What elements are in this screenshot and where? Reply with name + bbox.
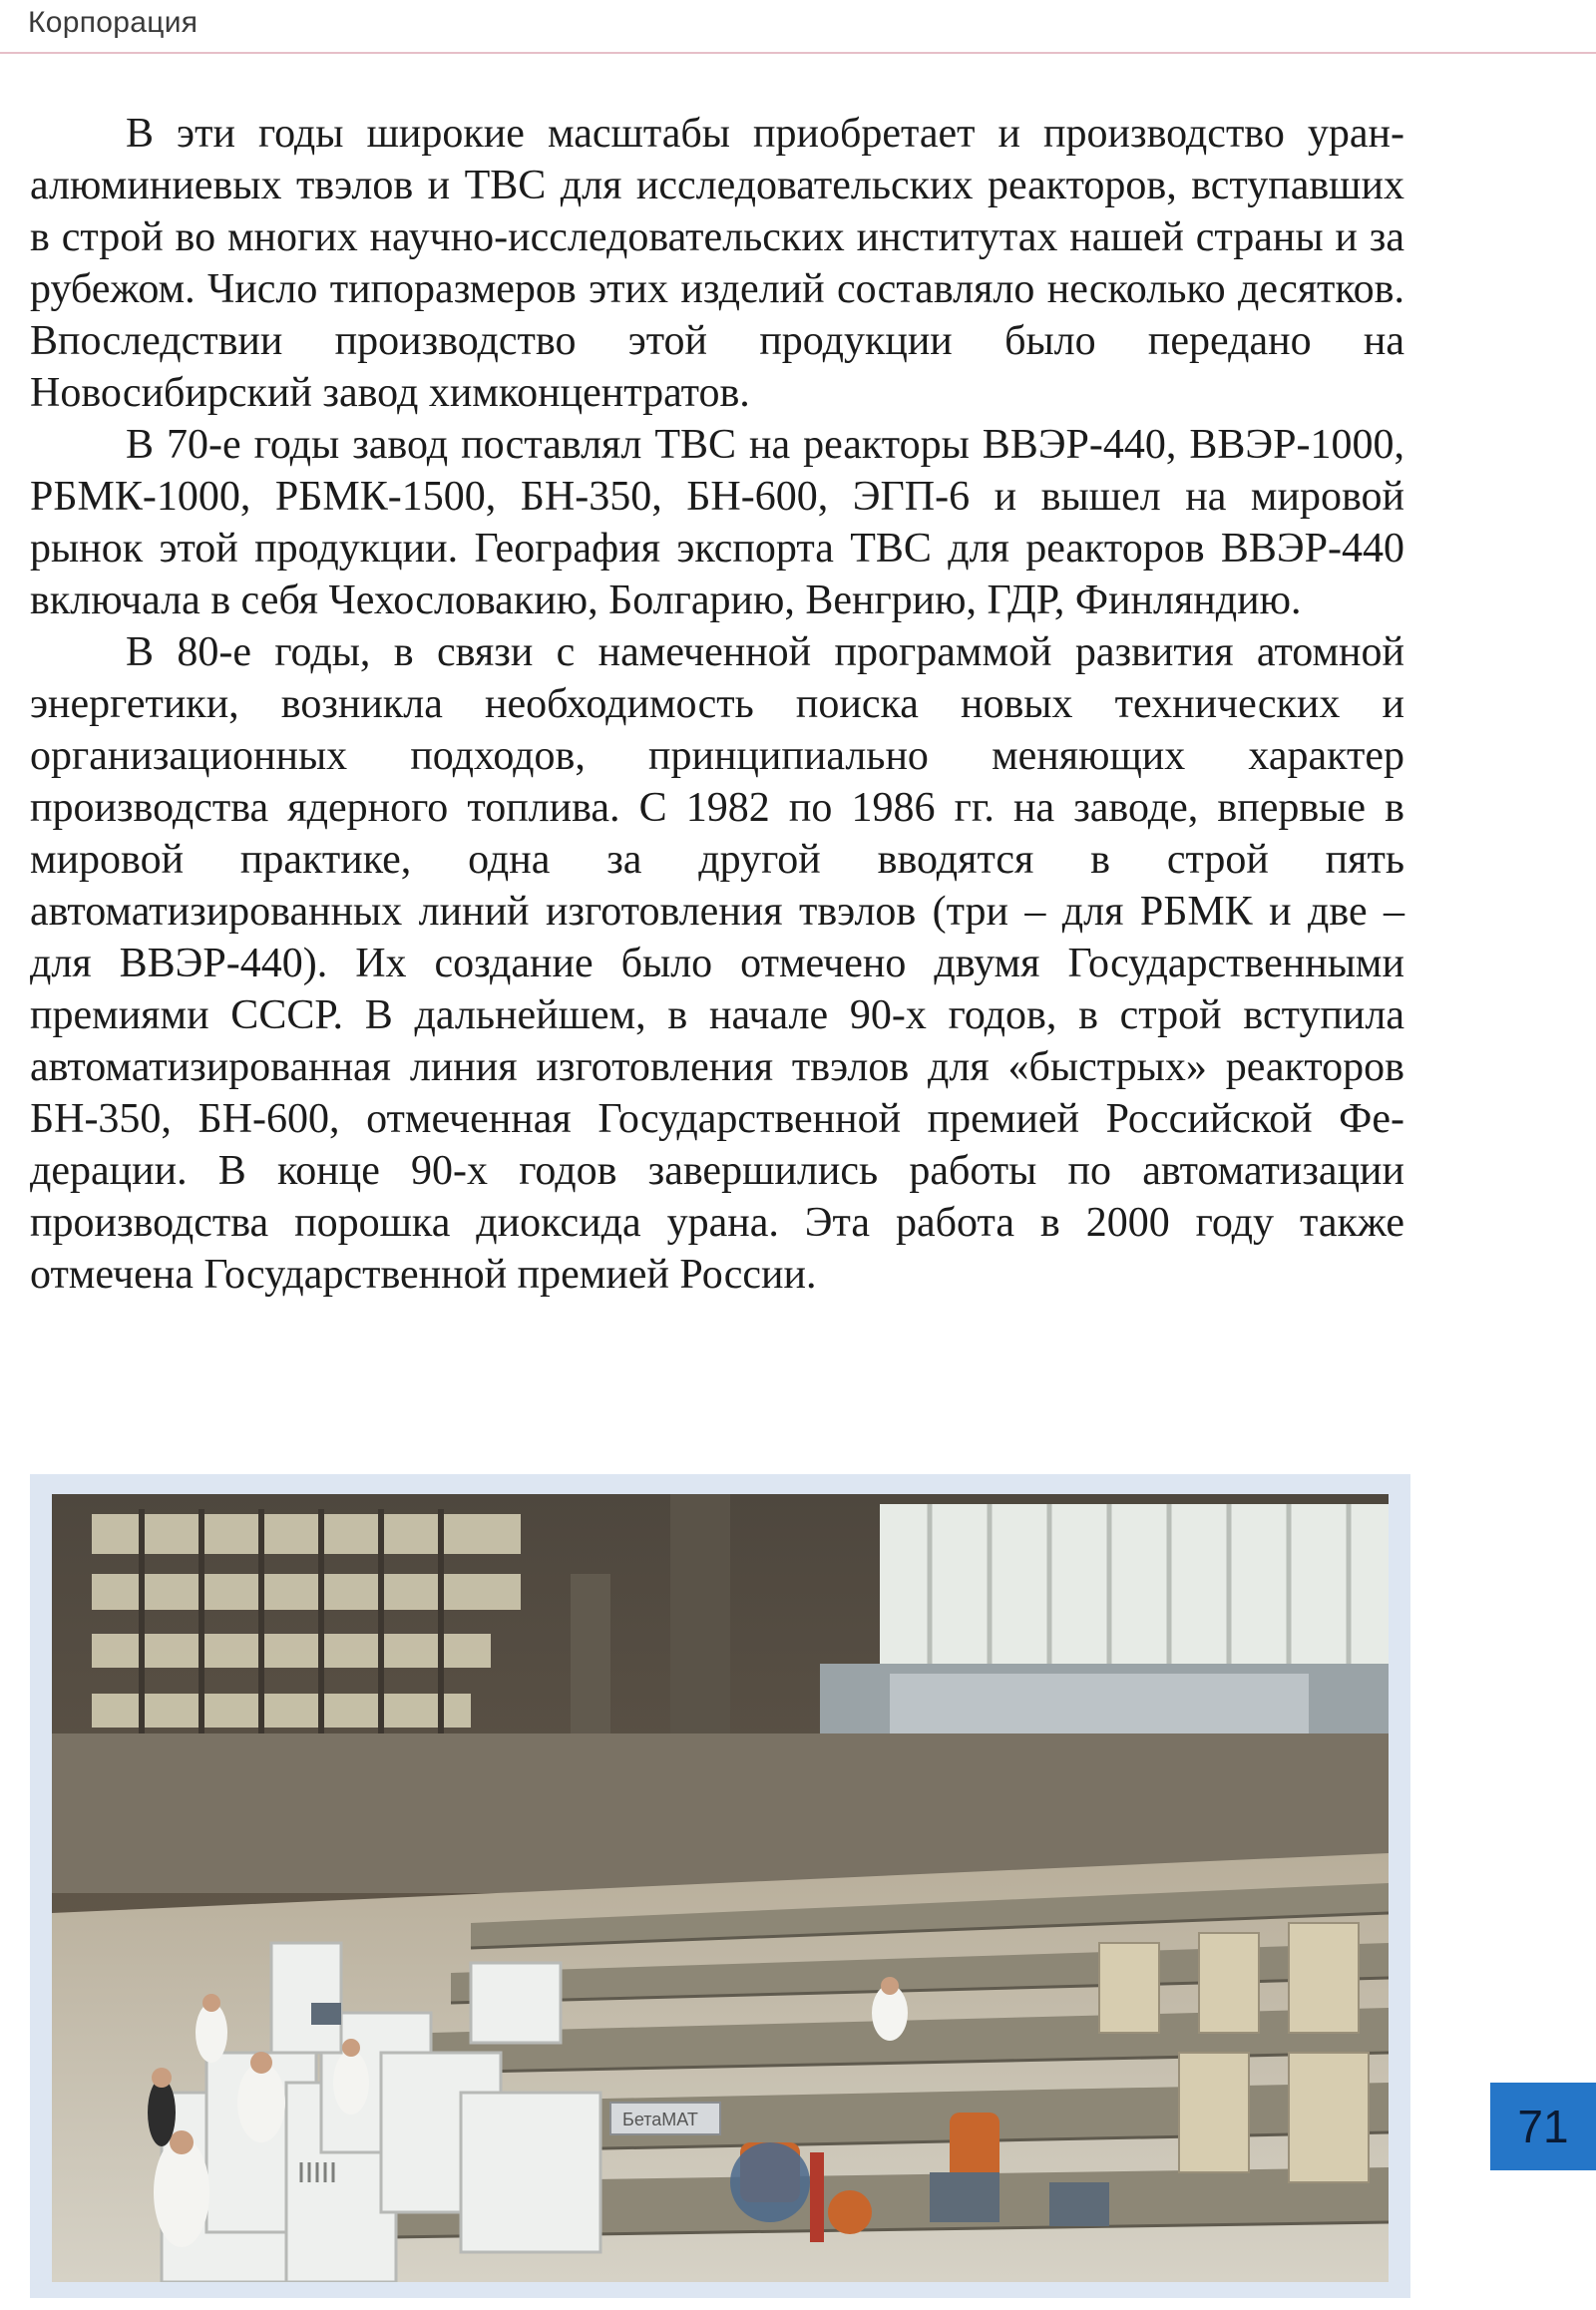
paragraph: В 70-е годы завод поставлял ТВС на реакторы ВВЭР-440, ВВЭР-1000, РБМК-1000, РБМК-1500, БН-350, БН-600, ЭГП-6 и вышел на мировой рынок этой продукции. География экспорта ТВС для реакторов ВВЭР-440 включала в себя Чехословакию, Болгарию, Венгрию, ГДР, Финляндию. [30,422,1404,623]
page-number-badge: 71 [1490,2083,1596,2170]
header-divider [0,52,1596,54]
machine-label: БетаМАТ [622,2110,698,2129]
paragraph: В эти годы широкие масштабы приобретает и производство уран-алюминиевых твэлов и ТВС для исследовательских реакторов, вступавших в строй во многих научно-исследовательских институтах нашей страны и за рубежом. Число типоразмеров этих изделий составляло несколько десятков. Впоследствии производство этой продукции было передано на Новосибирский завод химконцентратов. [30,111,1404,416]
article-body [30,108,1404,1301]
photo-frame [30,1474,1410,2298]
paragraph: В 80-е годы, в связи с намеченной программой развития атомной энергетики, возникла необходимость поиска новых технических и организационных подходов, принципиально меняющих характер производства ядерного топлива. С 1982 по 1986 гг. на заводе, впервые в мировой практике, одна за другой вводятся в строй пять автоматизированных линий изготовления твэлов (три – для РБМК и две – для ВВЭР-440). Их создание было отмечено двумя Государственными премиями СССР. В дальнейшем, в начале 90-х годов, в строй вступила автоматизированная линия изготовления твэлов для «быстрых» реакторов БН-350, БН-600, отмеченная Государственной премией Российской Федерации. В конце 90-х годов завершились работы по автоматизации производства порошка диоксида урана. Эта работа в 2000 году также отмечена Государственной премией России. [30,629,1404,1298]
factory-floor-photo [52,1494,1389,2282]
section-title: Корпорация [28,6,199,39]
